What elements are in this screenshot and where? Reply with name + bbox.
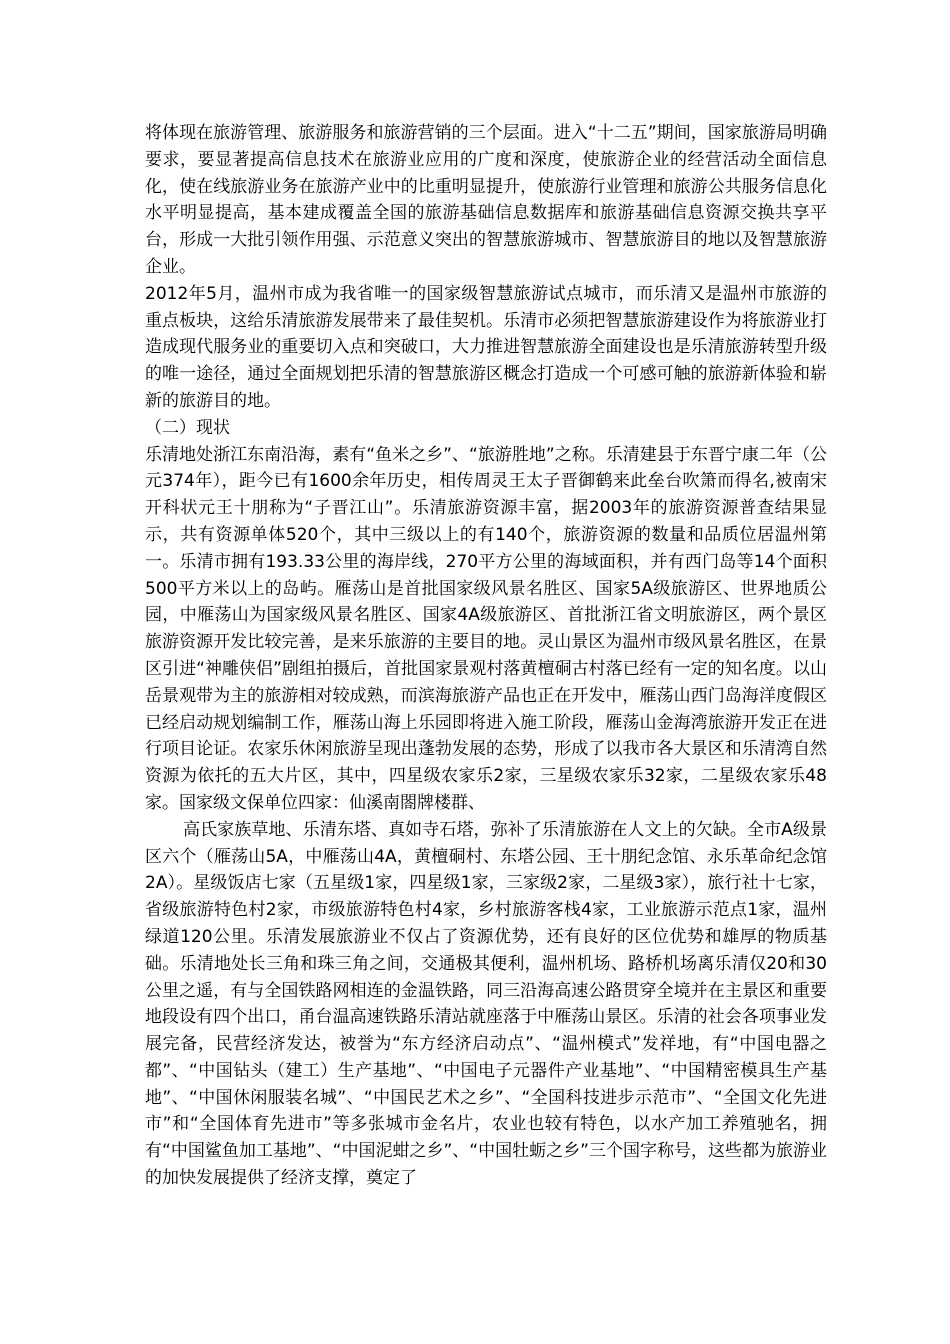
document-body [145, 120, 827, 1192]
section-heading-status: （二）现状 [145, 417, 230, 438]
paragraph-yueqing-advantages: 高氏家族草地、乐清东塔、真如寺石塔，弥补了乐清旅游在人文上的欠缺。全市A级景区六个（雁荡山5A，中雁荡山4A，黄檀硐村、东塔公园、王十朋纪念馆、永乐革命纪念馆2A）。星级饭店七家（五星级1家，四星级1家，三家级2家，二星级3家），旅行社十七家，省级旅游特色村2家，市级旅游特色村4家，乡村旅游客栈4家，工业旅游示范点1家，温州绿道120公里。乐清发展旅游业不仅占了资源优势，还有良好的区位优势和雄厚的物质基础。乐清地处长三角和珠三角之间，交通极其便利，温州机场、路桥机场离乐清仅20和30公里之遥，有与全国铁路网相连的金温铁路，同三沿海高速公路贯穿全境并在主景区和重要地段设有四个出口，甬台温高速铁路乐清站就座落于中雁荡山景区。乐清的社会各项事业发展完备，民营经济发达，被誉为“东方经济启动点”、“温州模式”发祥地，有“中国电器之都”、“中国钻头（建工）生产基地”、“中国电子元器件产业基地”、“中国精密模具生产基地”、“中国休闲服装名城”、“中国民艺术之乡”、“全国科技进步示范市”、“全国文化先进市”和“全国体育先进市”等多张城市金名片，农业也较有特色，以水产加工养殖驰名，拥有“中国鲨鱼加工基地”、“中国泥蚶之乡”、“中国牡蛎之乡”三个国字称号，这些都为旅游业的加快发展提供了经济支撑，奠定了 [145, 819, 827, 1189]
paragraph-yueqing-overview: 乐清地处浙江东南沿海，素有“鱼米之乡”、“旅游胜地”之称。乐清建县于东晋宁康二年（公元374年），距今已有1600余年历史，相传周灵王太子晋御鹤来此垒台吹箫而得名,被南宋开科状元王十朋称为“子晋江山”。乐清旅游资源丰富，据2003年的旅游资源普查结果显示，共有资源单体520个，其中三级以上的有140个，旅游资源的数量和品质位居温州第一。乐清市拥有193.33公里的海岸线，270平方公里的海域面积，并有西门岛等14个面积500平方米以上的岛屿。雁荡山是首批国家级风景名胜区、国家5A级旅游区、世界地质公园，中雁荡山为国家级风景名胜区、国家4A级旅游区、首批浙江省文明旅游区，两个景区旅游资源开发比较完善，是来乐旅游的主要目的地。灵山景区为温州市级风景名胜区，在景区引进“神雕侠侣”剧组拍摄后，首批国家景观村落黄檀硐古村落已经有一定的知名度。以山岳景观带为主的旅游相对较成熟，而滨海旅游产品也正在开发中，雁荡山西门岛海洋度假区已经启动规划编制工作，雁荡山海上乐园即将进入施工阶段，雁荡山金海湾旅游开发正在进行项目论证。农家乐休闲旅游呈现出蓬勃发展的态势，形成了以我市各大景区和乐清湾自然资源为依托的五大片区，其中，四星级农家乐2家，三星级农家乐32家，二星级农家乐48家。国家级文保单位四家：仙溪南閤牌楼群、 [145, 444, 827, 813]
paragraph-wenzhou-pilot-city: 2012年5月，温州市成为我省唯一的国家级智慧旅游试点城市，而乐清又是温州市旅游的重点板块，这给乐清旅游发展带来了最佳契机。乐清市必须把智慧旅游建设作为将旅游业打造成现代服务业的重要切入点和突破口，大力推进智慧旅游全面建设也是乐清旅游转型升级的唯一途径，通过全面规划把乐清的智慧旅游区概念打造成一个可感可触的旅游新体验和崭新的旅游目的地。 [145, 283, 827, 411]
paragraph-smart-tourism-requirements: 将体现在旅游管理、旅游服务和旅游营销的三个层面。进入“十二五”期间，国家旅游局明确要求，要显著提高信息技术在旅游业应用的广度和深度，使旅游企业的经营活动全面信息化，使在线旅游业务在旅游产业中的比重明显提升，使旅游行业管理和旅游公共服务信息化水平明显提高，基本建成覆盖全国的旅游基础信息数据库和旅游基础信息资源交换共享平台，形成一大批引领作用强、示范意义突出的智慧旅游城市、智慧旅游目的地以及智慧旅游企业。 [145, 123, 827, 277]
